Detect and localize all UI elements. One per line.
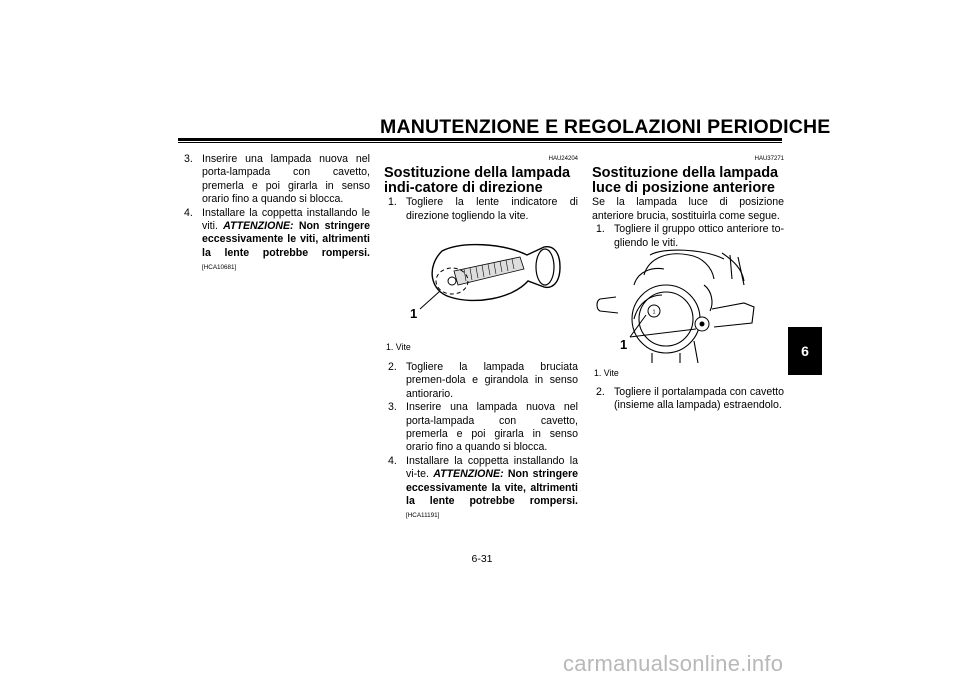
step-text: Inserire una lampada nuova nel porta-lampada con cavetto, premerla e poi girarla in senso orario fino a quando si blocca.	[406, 401, 578, 454]
attention-text: Non stringere eccessivamente le viti, altrimenti la lente potrebbe rompersi.	[202, 220, 370, 259]
column-2-lower	[384, 361, 578, 523]
intro-text: Se la lampada luce di posizione anteriore brucia, sostituirla come segue.	[592, 196, 784, 222]
step-number: 4.	[388, 454, 397, 467]
page-number: 6-31	[471, 553, 493, 565]
column-1	[184, 153, 370, 275]
page-header-title: MANUTENZIONE E REGOLAZIONI PERIODICHE	[380, 116, 831, 138]
step-text: Togliere il portalampada con cavetto (insieme alla lampada) estraendolo.	[614, 386, 784, 412]
figure-caption: 1. Vite	[594, 368, 619, 378]
step-1	[388, 196, 578, 223]
step-4	[184, 207, 370, 275]
figure-callout: 1	[620, 337, 628, 352]
header-rule-thin	[178, 142, 782, 143]
step-number: 1.	[388, 196, 397, 209]
step-number: 4.	[184, 206, 193, 219]
step-3	[388, 401, 578, 455]
header-rule	[178, 138, 782, 141]
section-title: Sostituzione della lampada indi-catore di direzione	[384, 165, 571, 197]
attention-label: ATTENZIONE:	[433, 468, 504, 481]
column-3-lower	[592, 386, 784, 413]
step-number: 1.	[596, 223, 605, 236]
step-number: 3.	[184, 153, 193, 165]
step-text: Togliere il gruppo ottico anteriore to-gliendo le viti.	[614, 223, 784, 249]
step-text: Togliere la lampada bruciata premen-dola e girandola in senso antiorario.	[406, 361, 578, 400]
section-code: HAU24204	[548, 156, 578, 162]
figure-caption: 1. Vite	[386, 342, 411, 352]
step-2	[596, 386, 784, 413]
step-4	[388, 455, 578, 523]
chapter-tab: 6	[788, 327, 822, 375]
caution-code: [HCA10681]	[202, 264, 237, 272]
column-2	[384, 153, 578, 223]
step-3	[184, 153, 370, 207]
step-text: Togliere la lente indicatore di direzione togliendo la vite.	[406, 196, 578, 222]
caution-code: [HCA11191]	[406, 512, 440, 520]
watermark: carmanualsonline.info	[563, 651, 784, 676]
figure-marker: 1	[652, 309, 656, 316]
figure-callout: 1	[410, 306, 418, 321]
section-code: HAU37271	[754, 156, 784, 162]
step-number: 3.	[388, 401, 397, 414]
column-3	[592, 153, 784, 250]
section-title: Sostituzione della lampada luce di posizione anteriore	[592, 165, 779, 197]
attention-text: Non stringere eccessivamente la vite, altrimenti la lente potrebbe rompersi.	[406, 468, 579, 508]
step-text: Inserire una lampada nuova nel porta-lampada con cavetto, premerla e poi girarla in senso orario fino a quando si blocca.	[202, 153, 370, 206]
attention-label: ATTENZIONE:	[223, 220, 294, 233]
turn-signal-figure	[402, 233, 570, 329]
step-2	[388, 361, 578, 401]
step-number: 2.	[596, 386, 605, 398]
step-text: Installare la coppetta installando le viti.	[202, 206, 370, 233]
step-number: 2.	[388, 361, 397, 373]
headlight-figure	[594, 245, 774, 363]
step-text: Installare la coppetta installando la vi-te.	[406, 454, 578, 481]
